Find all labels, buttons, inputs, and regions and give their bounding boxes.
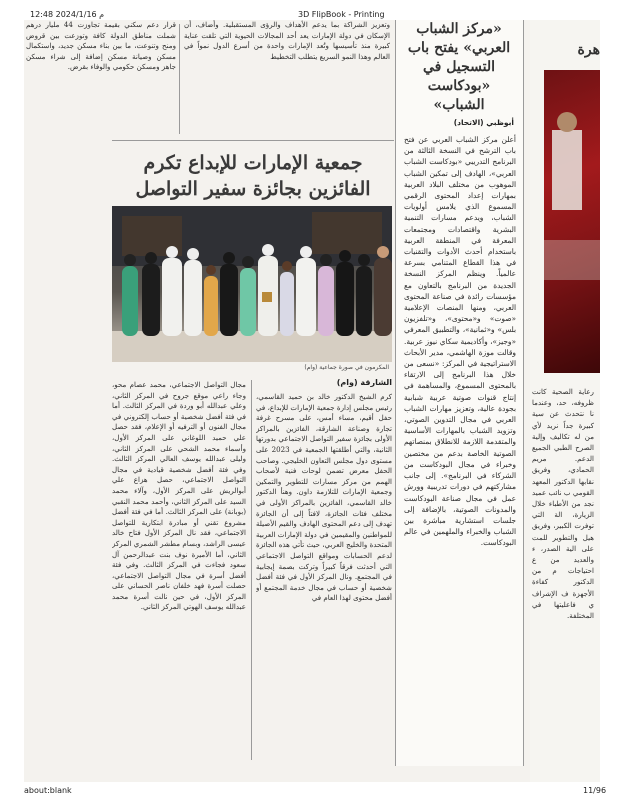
adjacent-article-text: رعاية الصحية كانت ظروفه، حد، وعندما نا نتحدث عن سية كبيرة جداً نريد لأي من له تكاليف وإلية الصرح الطبي الجميع الدعم. مريم الحمادي، وفريق نقابها الدكتور المعهد القومي ب نائب عميد نجد من الأطباء خلال الزيارة، الة التي توفرت الكبير، وفريق هيل والتطوير للمت على الية الصدر، ء والعديد من ع احتياجات م من الدكتور كفاءة الأجهزة ف الإشراف ي فاعليتها في المختلفة.: [532, 387, 594, 621]
print-title: 3D FlipBook - Printing: [298, 10, 385, 19]
article-column-2: مجال التواصل الاجتماعي، محمد عصام محو، وجاء راعي موقع جروح في المركز الثاني، وعلي عبدالله أبو وردة في المركز الثالث. أما في فئة أفضل شخصية أو حساب إلكتروني في مجال الفنون أو الترفيه أو الإعلام، فقد حصل علي حميد اللوغاني على المركز الأول، وأسماء محمد الشحي على المركز الثاني، وليلى عبدالله يوسف العالي المركز الثالث. وفي فئة أفضل شخصية قيادية في مجال التواصل الاجتماعي، حصل هزاع علي أبوالريش على المركز الأول، وآلاء محمد السيد على المركز الثاني، وأحمد محمد النقبي (بوبانة) على المركز الثالث. أما في فئة أفضل مشروع تقني أو مبادرة ابتكارية للتواصل الاجتماعي، فقد نال المركز الأول فتاح خالد عيسى الراشد، وبسام مطشر الشمري المركز الثاني، أما الأميرة نوف بنت عبدالرحمن آل سعود فجاءت في المركز الثالث. وفي فئة أفضل أسرة في مجال التواصل الاجتماعي، حصلت أسرة فهد خلفان ناصر الحساني على المركز الأول، في حين نالت أسرة محمد عبدالله يوسف الهوتي المركز الثاني.: [112, 380, 246, 612]
youth-box-border-right: [523, 20, 524, 766]
article-column-divider: [251, 380, 252, 760]
newspaper-page: [24, 20, 600, 782]
section-divider: [112, 140, 394, 141]
youth-article-source: أبوظبي (الاتحاد): [453, 118, 514, 127]
photo-caption: [112, 363, 392, 373]
article-source: الشارقة (وام): [336, 378, 392, 387]
housing-article-continuation-left: قرار دعم سكني بقيمة تجاوزت 44 مليار درهم شملت مناطق الدولة كافة وتوزعت بين قروض ومنح وتنوعت، ما بين بناء مسكن جديد، واستكمال مسكن وصيانة مسكن إضافة إلى شراء مسكن جاهز ومسكن حكومي والوفاء بقرض.: [26, 20, 176, 72]
award-ceremony-photo: [112, 206, 392, 362]
youth-article-body: أعلن مركز الشباب العربي عن فتح باب الترشح في النسخة الثالثة من البرنامج التدريبي «بودكاست الشباب العربي»، الهادف إلى تمكين الشباب الموهوب من مختلف البلاد العربية بمهارات إعداد المحتوى الرقمي المسموع الذي يلامس أولويات الشباب، ويدعم مسارات التنمية البشرية واقتصادات ومجتمعات المعرفة في المنطقة العربية باستخدام أحدث الأدوات والتقنيات في هذا القطاع المتنامي بسرعة عالمياً. وينظم المركز النسخة الجديدة من البرنامج بالتعاون مع مؤسسات رائدة في صناعة المحتوى العربي، ومنها المنصات الإعلامية «صوت» و«محتوى»، و«تلفزيون بلس» و«ثمانية»، والتطبيق المعرفي «وجيز»، وأكاديمية سكاي نيوز عربية. وقالت موزة الهاشمي، مدير الأبحاث الاستراتيجية في المركز: «نسعى من خلال هذا البرنامج إلى الارتقاء بالمحتوى المسموع، والمساهمة في إنتاج قنوات صوتية عربية شبابية بجودة عالية، وتعزيز مهارات الشباب العربي في مجال التدوين الصوتي، وتزويد الشباب بالمهارات الأساسية والمتقدمة اللازمة للانطلاق بمنصاتهم الصوتية الخاصة بدعم من مختصين وخبراء في مجال البودكاست من الشركاء في البرنامج». إلى جانب مشاركتهم في دورات تدريبية وورش عمل في مجال صناعة البودكاست والمدونات الصوتية، بالإضافة إلى جلسات استشارية مباشرة بين الشباب والخبراء والملهمين في عالم البودكاست.: [404, 135, 516, 548]
adjacent-headline-fragment: هرة: [577, 42, 600, 58]
print-header: [0, 0, 623, 20]
photo-caption-text: المكرمون في صورة جماعية (وام): [304, 364, 389, 371]
article-column-1: كرم الشيخ الدكتور خالد بن حميد القاسمي، رئيس مجلس إدارة جمعية الإمارات للإبداع، في حفل أقيم، مساء أمس، على مسرح غرفة تجارة وصناعة الشارقة، الفائزين بالمراكز الأولى بجائزة سفير التواصل الاجتماعي بدورتها الثانية، والتي أطلقتها الجمعية في 2023 على مستوى دول مجلس التعاون الخليجي. وصاحب الحفل معرض تضمن لوحات فنية لأصحاب الهمم من مركز مسارات للتطوير والتمكين وجمعية الإمارات للتلازمة داون. وهنأ الدكتور خالد القاسمي، الفائزين بالمراكز الأولى في مختلف فئات الجائزة، لافتاً إلى أن الجائزة تهدف إلى دعم المحتوى الهادف والقيم الأصيلة للمواطنين والمقيمين في دولة الإمارات العربية المتحدة والخليج العربي، حيث تأتي هذه الجائزة لدعم الحسابات ومواقع التواصل الاجتماعي التي أحدثت فرقاً كبيراً وتركت بصمة إيجابية في المجتمع. ونال المركز الأول في فئة أفضل شخصية أو حساب في مجال خدمة المجتمع أو أفضل محتوى لهذا العام في: [256, 392, 392, 603]
print-footer: [0, 786, 623, 806]
youth-article-title: «مركز الشباب العربي» يفتح باب التسجيل في «بودكاست الشباب»: [407, 21, 511, 113]
column-divider: [179, 24, 180, 134]
article-headline: جمعية الإمارات للإبداع تكرم الفائزين بجائزة سفير التواصل: [135, 152, 371, 200]
youth-box-border-left: [395, 20, 396, 766]
adjacent-article-photo: [544, 70, 600, 373]
housing-article-continuation: وتعزيز الشراكة بما يدعم الأهداف والرؤى المستقبلية. وأضاف، أن الإسكان في دولة الإمارات يعد أحد المجالات الحيوية التي تلقت عناية كبيرة منذ تأسيسها وتُعد الإمارات واحدة من أسرع الدول نمواً في العالم وهذا النمو السريع يتطلب التخطيط: [184, 20, 390, 61]
print-url: about:blank: [24, 786, 72, 795]
print-timestamp: 12:48 م 2024/1/16: [30, 10, 105, 19]
print-page-number: 11/96: [583, 786, 607, 795]
